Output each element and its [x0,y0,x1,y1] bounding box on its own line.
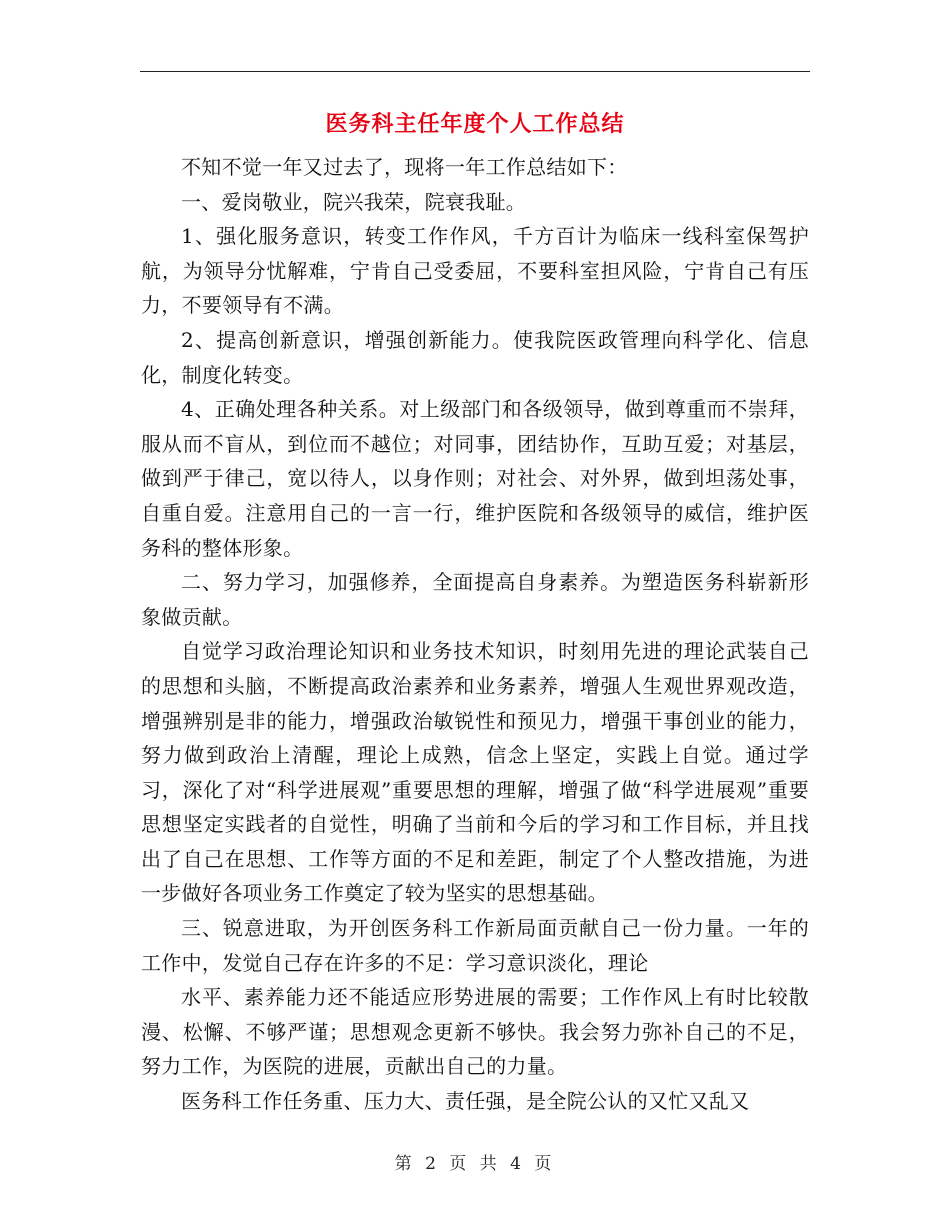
document-title: 医务科主任年度个人工作总结 [325,112,625,137]
paragraph-section-1-heading: 一、爱岗敬业，院兴我荣，院衰我耻。 [181,189,527,214]
paragraph-item-1: 1、强化服务意识，转变工作作风，千方百计为临床一线科室保驾护航，为领导分忧解难，宁肯自己受委屈，不要科室担风险，宁肯自己有压力，不要领导有不满。 [141,224,809,318]
document-body [141,150,809,1119]
paragraph-shortcomings: 水平、素养能力还不能适应形势进展的需要；工作作风上有时比较散漫、松懈、不够严谨；思想观念更新不够快。我会努力弥补自己的不足，努力工作，为医院的进展，贡献出自己的力量。 [141,985,809,1079]
paragraph-intro: 不知不觉一年又过去了，现将一年工作总结如下： [181,155,628,179]
paragraph-workload: 医务科工作任务重、压力大、责任强，是全院公认的又忙又乱又 [181,1089,750,1114]
paragraph-study: 自觉学习政治理论知识和业务技术知识，时刻用先进的理论武装自己的思想和头脑，不断提高政治素养和业务素养，增强人生观世界观改造，增强辨别是非的能力，增强政治敏锐性和预见力，增强干事创业的能力，努力做到政治上清醒，理论上成熟，信念上坚定，实践上自觉。通过学习，深化了对“科学进展观”重要思想的理解，增强了做“科学进展观”重要思想坚定实践者的自觉性，明确了当前和今后的学习和工作目标，并且找出了自己在思想、工作等方面的不足和差距，制定了个人整改措施，为进一步做好各项业务工作奠定了较为坚实的思想基础。 [141,639,809,906]
page-number-footer: 第 2 页 共 4 页 [394,1154,556,1174]
paragraph-item-4: 4、正确处理各种关系。对上级部门和各级领导，做到尊重而不崇拜，服从而不盲从，到位而不越位；对同事，团结协作，互助互爱；对基层，做到严于律己，宽以待人，以身作则；对社会、对外界，做到坦荡处事，自重自爱。注意用自己的一言一行，维护医院和各级领导的威信，维护医务科的整体形象。 [141,397,809,560]
paragraph-section-2-heading: 二、努力学习，加强修养，全面提高自身素养。为塑造医务科崭新形象做贡献。 [141,570,809,629]
header-rule [140,71,810,72]
paragraph-item-2: 2、提高创新意识，增强创新能力。使我院医政管理向科学化、信息化，制度化转变。 [141,327,809,387]
paragraph-section-3-heading: 三、锐意进取，为开创医务科工作新局面贡献自己一份力量。一年的工作中，发觉自己存在许多的不足：学习意识淡化，理论 [141,916,809,975]
